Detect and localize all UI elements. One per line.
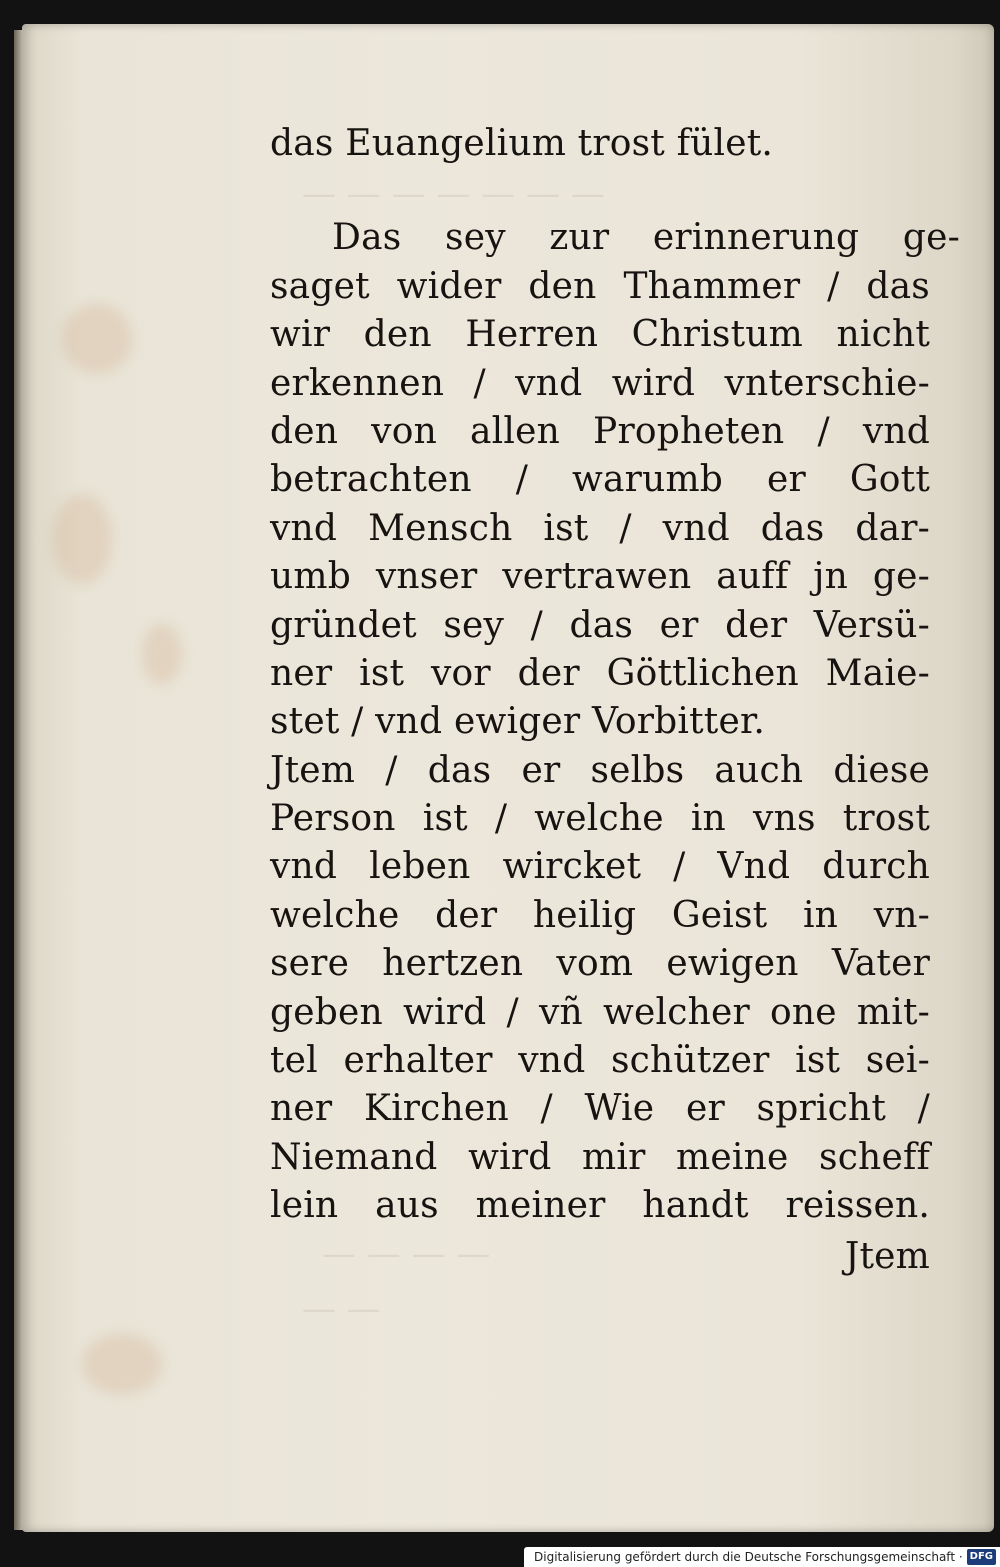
text-line: Person ist / welche in vns trost <box>270 798 930 840</box>
bleed-through: — — — — <box>322 1234 491 1274</box>
text-line: vnd leben wircket / Vnd durch <box>270 846 930 888</box>
text-line: umb vnser vertrawen auff jn ge- <box>270 556 930 598</box>
digitization-credit <box>524 1547 1000 1567</box>
text-line: geben wird / vñ welcher one mit- <box>270 991 930 1033</box>
stain <box>62 304 132 374</box>
dfg-logo[interactable]: DFG <box>967 1549 996 1565</box>
text-line: tel erhalter vnd schützer ist sei- <box>270 1040 930 1082</box>
stain <box>142 624 182 684</box>
text-line: das Euangelium trost fület. <box>270 123 774 164</box>
text-line: vnd Mensch ist / vnd das dar- <box>270 507 930 549</box>
text-line: Niemand wird mir meine scheff <box>270 1136 930 1178</box>
stain <box>82 1334 162 1394</box>
text-line: betrachten / warumb er Gott <box>270 459 930 501</box>
text-line: Jtem / das er selbs auch diese <box>270 749 930 791</box>
body-text <box>240 120 960 1281</box>
text-line: Das sey zur erinnerung ge- <box>332 217 960 259</box>
text-line: welche der heilig Geist in vn- <box>270 894 930 936</box>
text-line: saget wider den Thammer / das <box>270 265 930 307</box>
catchword: Jtem <box>844 1235 930 1277</box>
text-line: ner ist vor der Göttlichen Maie- <box>270 652 930 694</box>
bleed-through: — — — — — — — <box>302 174 605 214</box>
stain <box>52 494 112 584</box>
text-line: sere hertzen vom ewigen Vater <box>270 943 930 985</box>
text-line: wir den Herren Christum nicht <box>270 314 930 356</box>
text-line: ner Kirchen / Wie er spricht / <box>270 1088 930 1130</box>
text-line: gründet sey / das er der Versü- <box>270 604 930 646</box>
text-line: erkennen / vnd wird vnterschie- <box>270 362 930 404</box>
credit-text: Digitalisierung gefördert durch die Deutsche Forschungsgemeinschaft · <box>534 1550 963 1564</box>
text-line: stet / vnd ewiger Vorbitter. <box>270 701 766 743</box>
bleed-through: — — <box>302 1289 381 1329</box>
text-line: den von allen Propheten / vnd <box>270 410 930 452</box>
text-line: lein aus meiner handt reissen. <box>270 1185 930 1227</box>
